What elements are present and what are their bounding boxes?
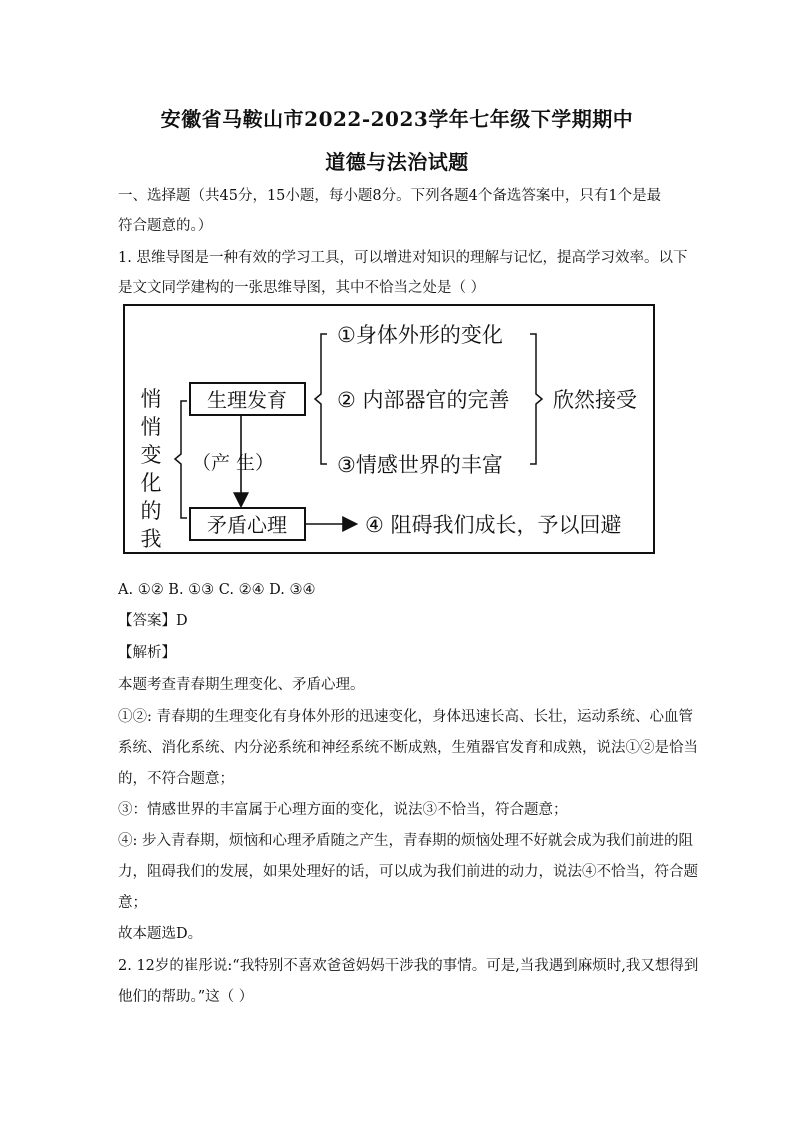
items-brace: [315, 334, 327, 464]
root-char-5: 的: [140, 499, 162, 523]
q2-stem-line-1: 2. 12岁的崔彤说:“我特别不喜欢爸爸妈妈干涉我的事情。可是,当我遇到麻烦时,我又想得到: [118, 958, 699, 974]
section-intro-line-2: 符合题意的。）: [118, 218, 213, 234]
q2-stem-line-2: 他们的帮助。”这（ ）: [118, 989, 254, 1005]
q1-analysis-line-8: 意；: [118, 895, 147, 911]
root-char-3: 变: [140, 443, 162, 467]
mind-map-svg: [125, 306, 653, 552]
q1-answer: 【答案】D: [118, 613, 188, 629]
produce-label: （产 生）: [191, 452, 275, 474]
root-char-1: 悄: [140, 387, 162, 411]
item-3: ③情感世界的丰富: [337, 453, 503, 477]
root-brace: [175, 401, 187, 518]
q1-analysis-line-2: ①②: 青春期的生理变化有身体外形的迅速变化，身体迅速长高、长壮，运动系统、心血管: [118, 709, 693, 725]
title-line-2: 道德与法治试题: [325, 150, 469, 174]
item-1: ①身体外形的变化: [337, 323, 503, 347]
node-physical-label: 生理发育: [207, 388, 287, 412]
q1-analysis-line-3: 系统、消化系统、内分泌系统和神经系统不断成熟，生殖器官发育和成熟，说法①②是恰当: [118, 740, 698, 756]
q1-analysis-line-1: 本题考查青春期生理变化、矛盾心理。: [118, 677, 365, 693]
q1-analysis-heading: 【解析】: [118, 645, 176, 661]
item-2: ② 内部器官的完善: [337, 388, 510, 412]
accept-brace: [530, 334, 542, 464]
q1-analysis-line-7: 力，阻碍我们的发展，如果处理好的话，可以成为我们前进的动力，说法④不恰当，符合题: [118, 864, 698, 880]
q1-analysis-line-9: 故本题选D。: [118, 926, 203, 942]
root-char-6: 我: [140, 527, 162, 551]
mind-map-diagram: [123, 304, 655, 554]
accept-label: 欣然接受: [553, 388, 637, 412]
q1-analysis-line-5: ③：情感世界的丰富属于心理方面的变化，说法③不恰当，符合题意；: [118, 802, 568, 818]
q1-stem-line-2: 是文文同学建构的一张思维导图，其中不恰当之处是（ ）: [118, 280, 486, 296]
title-line-1: 安徽省马鞍山市2022-2023学年七年级下学期期中: [160, 107, 634, 131]
root-char-4: 化: [140, 471, 162, 495]
node-conflict-label: 矛盾心理: [207, 513, 287, 537]
root-char-2: 悄: [140, 415, 162, 439]
q1-analysis-line-4: 的，不符合题意；: [118, 771, 234, 787]
q1-analysis-line-6: ④: 步入青春期，烦恼和心理矛盾随之产生，青春期的烦恼处理不好就会成为我们前进的阻: [118, 833, 693, 849]
q1-stem-line-1: 1. 思维导图是一种有效的学习工具，可以增进对知识的理解与记忆，提高学习效率。以下: [118, 250, 688, 266]
section-intro-line-1: 一、选择题（共45分，15小题，每小题8分。下列各题4个备选答案中，只有1个是最: [118, 188, 662, 204]
item-4: ④ 阻碍我们成长，予以回避: [365, 513, 622, 537]
q1-options: A. ①② B. ①③ C. ②④ D. ③④: [118, 582, 316, 598]
